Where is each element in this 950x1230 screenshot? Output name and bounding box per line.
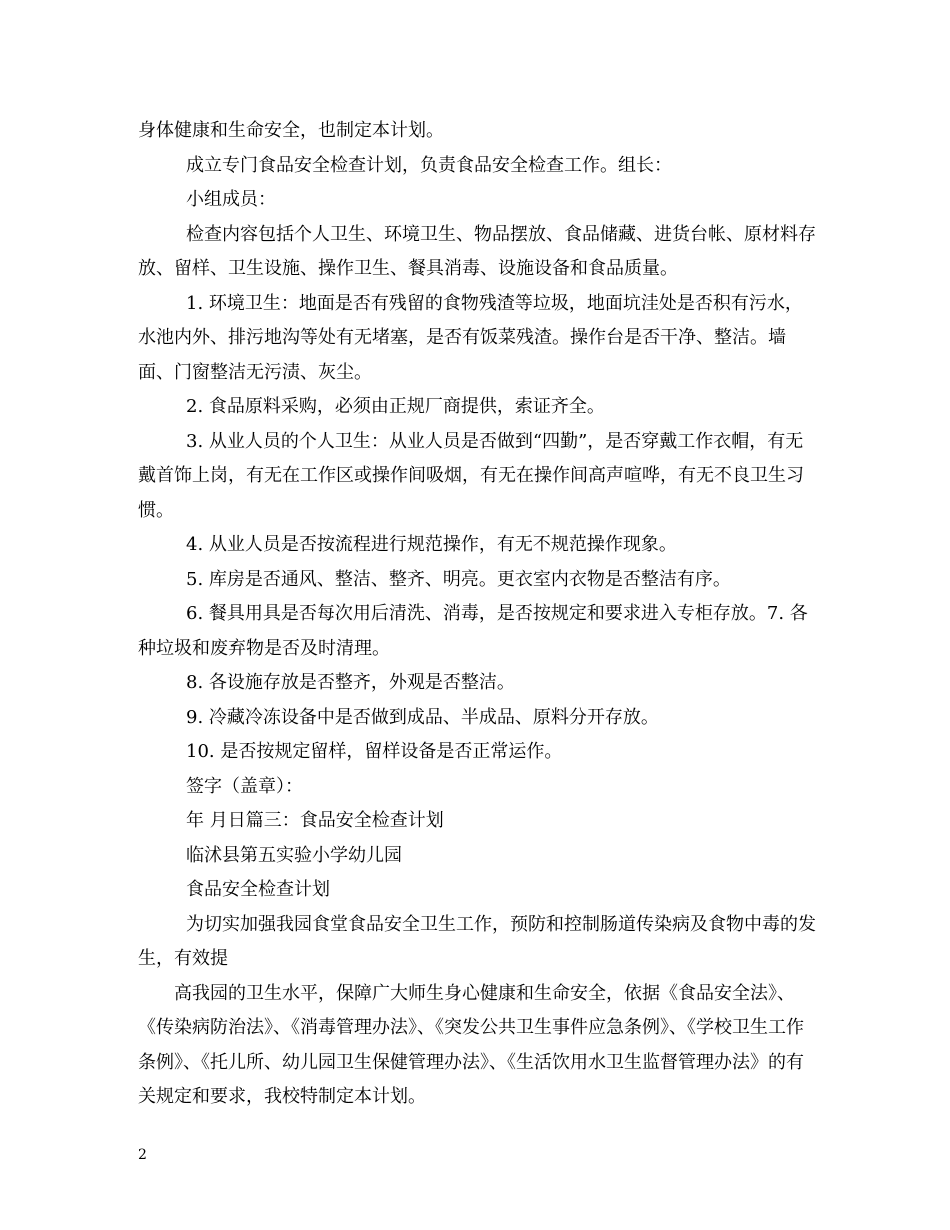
paragraph: 3. 从业人员的个人卫生：从业人员是否做到“四勤”，是否穿戴工作衣帽，有无戴首饰上岗，有无在工作区或操作间吸烟，有无在操作间高声喧哗，有无不良卫生习惯。 xyxy=(138,430,804,521)
paragraph: 1. 环境卫生：地面是否有残留的食物残渣等垃圾，地面坑洼处是否积有污水，水池内外、排污地沟等处有无堵塞，是否有饭菜残渣。操作台是否干净、整洁。墙面、门窗整洁无污渍、灰尘。 xyxy=(138,292,803,383)
paragraph: 食品安全检查计划 xyxy=(186,879,330,900)
paragraph: 6. 餐具用具是否每次用后清洗、消毒，是否按规定和要求进入专柜存放。7. 各种垃圾和废弃物是否及时清理。 xyxy=(138,603,808,659)
paragraph: 身体健康和生命安全，也制定本计划。 xyxy=(138,120,444,141)
paragraph: 检查内容包括个人卫生、环境卫生、物品摆放、食品储藏、进货台帐、原材料存放、留样、卫生设施、操作卫生、餐具消毒、设施设备和食品质量。 xyxy=(138,223,816,279)
paragraph: 2. 食品原料采购，必须由正规厂商提供，索证齐全。 xyxy=(186,396,605,417)
paragraph: 9. 冷藏冷冻设备中是否做到成品、半成品、原料分开存放。 xyxy=(186,706,659,728)
paragraph: 小组成员： xyxy=(186,189,276,210)
paragraph: 4. 从业人员是否按流程进行规范操作，有无不规范操作现象。 xyxy=(186,534,677,555)
paragraph: 为切实加强我园食堂食品安全卫生工作，预防和控制肠道传染病及食物中毒的发生，有效提 xyxy=(138,913,816,969)
paragraph: 年 月日篇三：食品安全检查计划 xyxy=(186,810,444,831)
paragraph: 5. 库房是否通风、整洁、整齐、明亮。更衣室内衣物是否整洁有序。 xyxy=(186,568,731,590)
paragraph: 签字（盖章）： xyxy=(186,775,303,797)
paragraph: 临沭县第五实验小学幼儿园 xyxy=(186,844,402,866)
page-number: 2 xyxy=(138,1147,147,1163)
paragraph: 高我园的卫生水平，保障广大师生身心健康和生命安全，依据《食品安全法》、《传染病防治法》、《消毒管理办法》、《突发公共卫生事件应急条例》、《学校卫生工作条例》、《托儿所、幼儿园卫生保健管理办法》、《生活饮用水卫生监督管理办法》的有关规定和要求，我校特制定本计划。 xyxy=(138,982,804,1107)
paragraph: 8. 各设施存放是否整齐，外观是否整洁。 xyxy=(186,672,515,693)
paragraph: 成立专门食品安全检查计划，负责食品安全检查工作。组长： xyxy=(186,154,672,176)
document-body xyxy=(138,114,818,1115)
paragraph: 10. 是否按规定留样，留样设备是否正常运作。 xyxy=(186,741,563,762)
